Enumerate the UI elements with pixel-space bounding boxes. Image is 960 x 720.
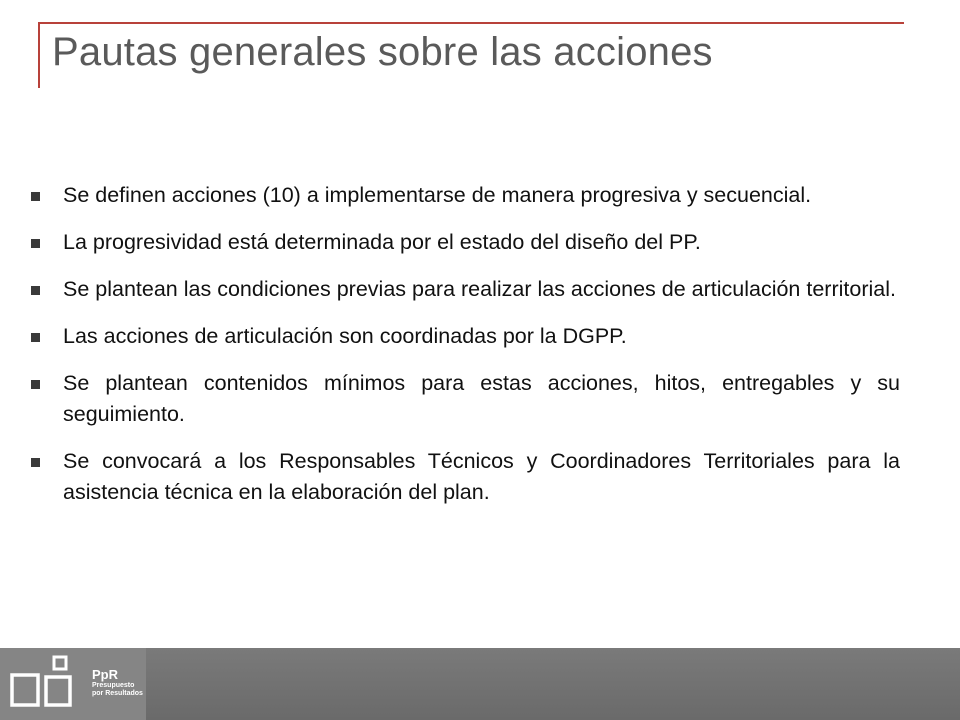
bullet-item: [28, 227, 900, 258]
ppr-logo-text: [92, 668, 143, 698]
bullet-text: Se definen acciones (10) a implementarse de manera progresiva y secuencial.: [63, 183, 812, 207]
bullet-text: Las acciones de articulación son coordinadas por la DGPP.: [63, 324, 627, 348]
square-bullet-icon: [31, 380, 40, 389]
bullet-text: La progresividad está determinada por el estado del diseño del PP.: [63, 230, 701, 254]
square-bullet-icon: [31, 458, 40, 467]
bullet-item: [28, 321, 900, 352]
square-bullet-icon: [31, 239, 40, 248]
bullet-text: Se plantean las condiciones previas para realizar las acciones de articulación territorial.: [63, 277, 896, 301]
ppr-logo: [0, 648, 146, 720]
ppr-logo-squares-icon: [8, 654, 86, 714]
bullet-text: Se plantean contenidos mínimos para estas acciones, hitos, entregables y su seguimiento.: [63, 371, 900, 426]
logo-line-1: Presupuesto: [92, 682, 135, 689]
logo-name: PpR: [92, 667, 118, 682]
bullet-item: [28, 446, 900, 508]
title-frame-left-line: [38, 22, 40, 88]
bullet-item: [28, 368, 900, 430]
bullet-text: Se convocará a los Responsables Técnicos y Coordinadores Territoriales para la asistencia técnica en la elaboración del plan.: [63, 449, 900, 504]
footer-bar: [0, 648, 960, 720]
slide-title: Pautas generales sobre las acciones: [52, 30, 713, 74]
logo-line-2: por Resultados: [92, 690, 143, 697]
bullet-item: [28, 180, 900, 211]
square-bullet-icon: [31, 333, 40, 342]
square-bullet-icon: [31, 286, 40, 295]
bullet-item: [28, 274, 900, 305]
square-bullet-icon: [31, 192, 40, 201]
title-frame-top-line: [38, 22, 904, 24]
bullet-list: [28, 180, 900, 524]
